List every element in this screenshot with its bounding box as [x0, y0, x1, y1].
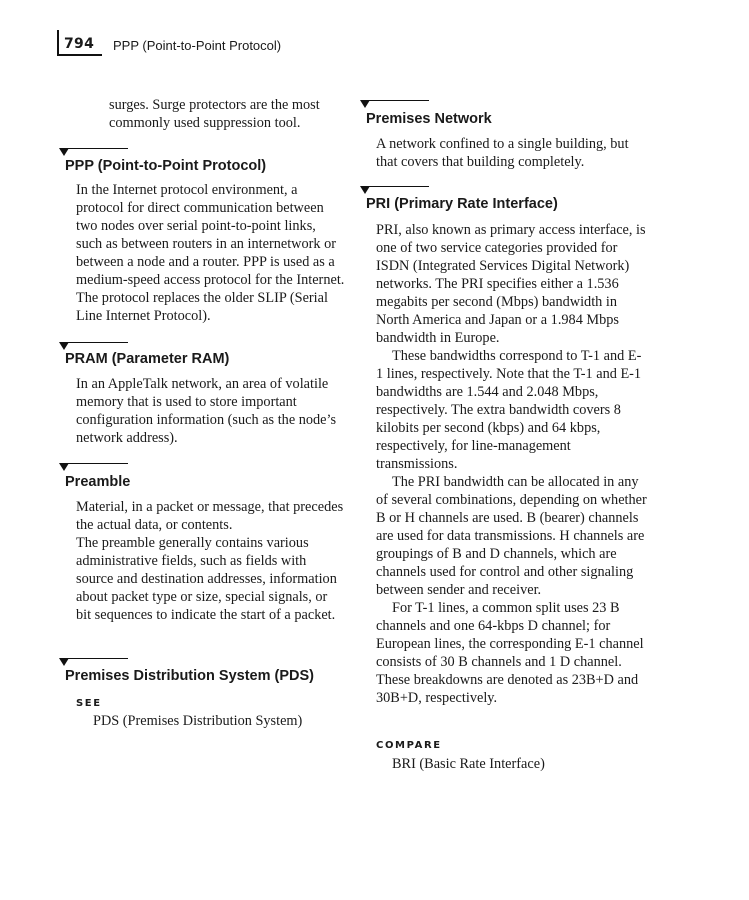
entry-body-preamble	[76, 498, 345, 624]
entry-title-preamble: Preamble	[65, 474, 131, 490]
triangle-marker-icon	[360, 186, 370, 194]
page-header	[0, 0, 749, 60]
triangle-marker-icon	[59, 342, 69, 350]
running-title: PPP (Point-to-Point Protocol)	[113, 38, 282, 53]
entry-marker	[59, 658, 129, 668]
see-label: SEE	[76, 698, 102, 709]
triangle-marker-icon	[59, 658, 69, 666]
entry-marker	[59, 463, 129, 473]
see-reference: PDS (Premises Distribution System)	[93, 713, 303, 729]
entry-marker	[59, 148, 129, 158]
header-rule-horizontal	[57, 54, 102, 56]
pri-paragraph-2: These bandwidths correspond to T-1 and E-1 lines, respectively. Note that the T-1 and E-1 bandwidths are 1.544 and 2.048 Mbps, respectively. The extra bandwidth covers 8 kilobits per second (kbps) and 64 kbps, respectively, for line-management transmissions.	[376, 348, 642, 472]
entry-marker	[360, 100, 430, 110]
preamble-paragraph-1: Material, in a packet or message, that precedes the actual data, or contents.	[76, 499, 344, 533]
entry-title-pds: Premises Distribution System (PDS)	[65, 668, 314, 684]
entry-body-premises-network: A network confined to a single building, but that covers that building completely.	[376, 136, 629, 170]
pri-paragraph-3: The PRI bandwidth can be allocated in any of several combinations, depending on whether B or H channels are used. B (bearer) channels are used for data transmissions. H channels are groupings of B and D channels, which are channels used for control and other signaling between sender and receiver.	[376, 474, 647, 598]
page-number: 794	[64, 36, 95, 52]
entry-title-pram: PRAM (Parameter RAM)	[65, 351, 230, 367]
entry-marker	[360, 186, 430, 196]
compare-label: COMPARE	[376, 740, 442, 751]
triangle-marker-icon	[59, 148, 69, 156]
entry-body-ppp: In the Internet protocol environment, a protocol for direct communication between two nodes over serial point-to-point links, such as between routers in an internetwork or between a node and a router. PPP is used as a medium-speed access protocol for the Internet. The protocol replaces the older SLIP (Serial Line Internet Protocol).	[76, 182, 345, 324]
entry-title-pri: PRI (Primary Rate Interface)	[366, 196, 558, 212]
triangle-marker-icon	[360, 100, 370, 108]
pri-paragraph-4: For T-1 lines, a common split uses 23 B channels and one 64-kbps D channel; for European lines, the corresponding E-1 channel consists of 30 B channels and 1 D channel. These breakdowns are denoted as 23B+D and 30B+D, respectively.	[376, 600, 644, 706]
continuation-text: surges. Surge protectors are the most commonly used suppression tool.	[109, 97, 320, 131]
entry-title-premises-network: Premises Network	[366, 111, 492, 127]
compare-reference: BRI (Basic Rate Interface)	[392, 756, 545, 772]
entry-body-pri	[376, 221, 648, 707]
preamble-paragraph-2: The preamble generally contains various administrative fields, such as fields with source and destination addresses, information about packet type or size, special signals, or bit sequences to indicate the start of a packet.	[76, 535, 337, 623]
triangle-marker-icon	[59, 463, 69, 471]
entry-title-ppp: PPP (Point-to-Point Protocol)	[65, 158, 267, 174]
entry-body-pram: In an AppleTalk network, an area of volatile memory that is used to store important configuration information (such as the node’s network address).	[76, 376, 337, 446]
header-rule-vertical	[57, 30, 59, 56]
pri-paragraph-1: PRI, also known as primary access interface, is one of two service categories provided for ISDN (Integrated Services Digital Network) networks. The PRI specifies either a 1.536 megabits per second (Mbps) bandwidth in North America and Japan or a 1.984 Mbps bandwidth in Europe.	[376, 222, 646, 346]
